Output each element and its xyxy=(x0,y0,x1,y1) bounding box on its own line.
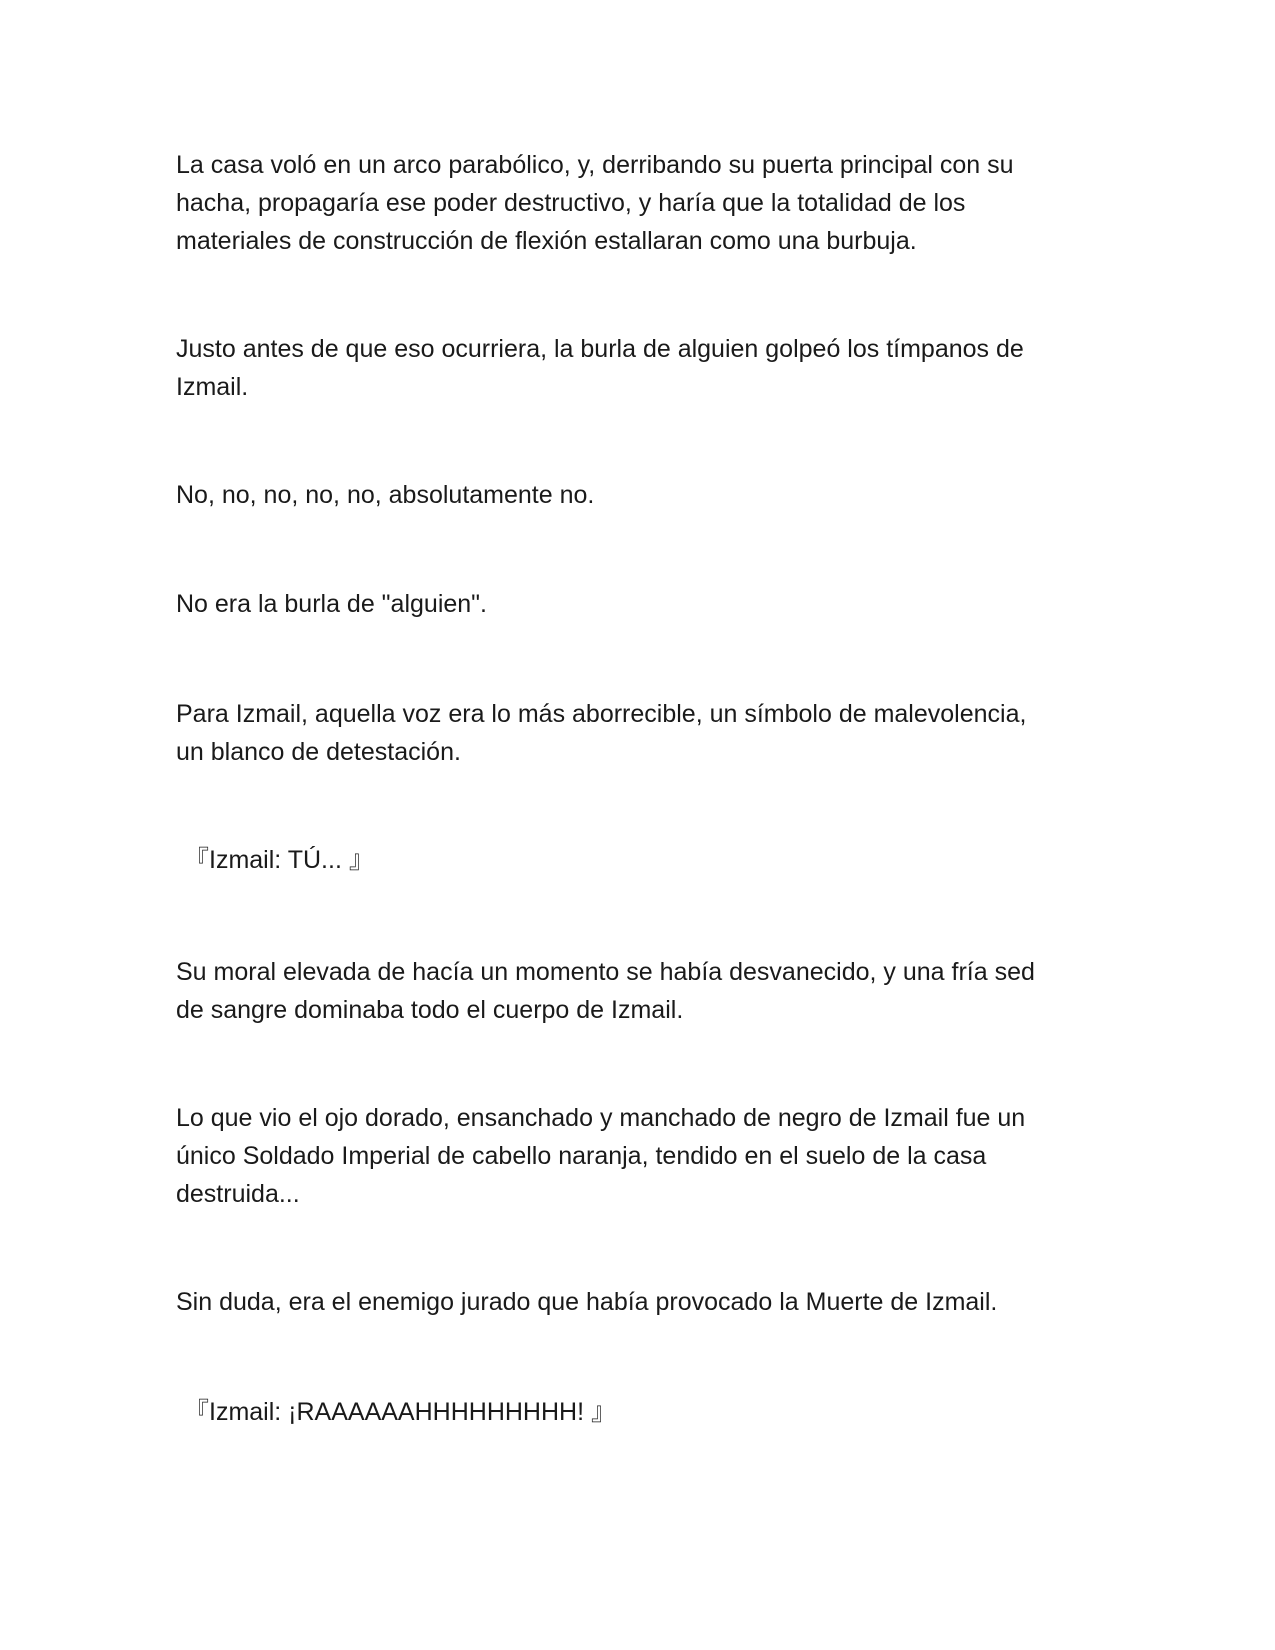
paragraph-7 xyxy=(176,953,1096,1029)
text-line: Sin duda, era el enemigo jurado que había provocado la Muerte de Izmail. xyxy=(176,1288,998,1316)
text-line: Izmail. xyxy=(176,373,249,401)
text-line: único Soldado Imperial de cabello naranja, tendido en el suelo de la casa xyxy=(176,1142,987,1170)
text-line: hacha, propagaría ese poder destructivo, y haría que la totalidad de los xyxy=(176,189,966,217)
text-line: Su moral elevada de hacía un momento se había desvanecido, y una fría sed xyxy=(176,958,1035,986)
text-line: No era la burla de "alguien". xyxy=(176,590,487,618)
text-line: 『Izmail: ¡RAAAAAAHHHHHHHHH! 』 xyxy=(184,1398,616,1426)
text-line: un blanco de detestación. xyxy=(176,738,461,766)
text-line: La casa voló en un arco parabólico, y, derribando su puerta principal con su xyxy=(176,151,1014,179)
paragraph-4 xyxy=(176,585,1096,623)
text-line: Justo antes de que eso ocurriera, la burla de alguien golpeó los tímpanos de xyxy=(176,335,1024,363)
dialogue-line-1 xyxy=(184,841,1104,879)
text-line: No, no, no, no, no, absolutamente no. xyxy=(176,481,595,509)
paragraph-2 xyxy=(176,330,1096,406)
text-line: de sangre dominaba todo el cuerpo de Izmail. xyxy=(176,996,684,1024)
dialogue-line-2 xyxy=(184,1393,1104,1431)
paragraph-9 xyxy=(176,1283,1096,1321)
paragraph-1 xyxy=(176,146,1096,260)
text-line: Para Izmail, aquella voz era lo más aborrecible, un símbolo de malevolencia, xyxy=(176,700,1027,728)
paragraph-3 xyxy=(176,476,1096,514)
paragraph-8 xyxy=(176,1099,1096,1213)
text-line: materiales de construcción de flexión estallaran como una burbuja. xyxy=(176,227,917,255)
text-line: destruida... xyxy=(176,1180,300,1208)
text-line: 『Izmail: TÚ... 』 xyxy=(184,846,374,874)
text-line: Lo que vio el ojo dorado, ensanchado y manchado de negro de Izmail fue un xyxy=(176,1104,1026,1132)
paragraph-5 xyxy=(176,695,1096,771)
